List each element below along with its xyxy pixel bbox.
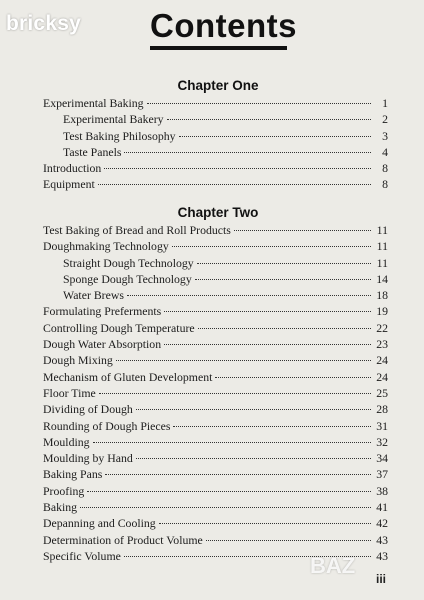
dot-leader — [195, 279, 371, 280]
toc-entry-page: 37 — [376, 467, 388, 482]
toc-entry — [43, 320, 388, 336]
toc-entry-title: Straight Dough Technology — [63, 255, 194, 270]
toc-entry-title: Baking Pans — [43, 467, 103, 482]
dot-leader — [215, 377, 371, 378]
toc-entry — [43, 515, 388, 531]
dot-leader — [127, 295, 371, 296]
toc-entry-title: Doughmaking Technology — [43, 239, 169, 254]
toc-entry — [43, 385, 388, 401]
dot-leader — [179, 136, 371, 137]
dot-leader — [87, 491, 371, 492]
toc-entry — [43, 466, 388, 482]
toc-entry-page: 14 — [376, 271, 388, 286]
toc-entry-title: Dividing of Dough — [43, 402, 133, 417]
toc-entry-title: Formulating Preferments — [43, 304, 162, 319]
toc-entry-page: 42 — [376, 516, 388, 531]
watermark-bricksy: bricksy — [6, 12, 81, 35]
toc-entry-page: 8 — [382, 161, 388, 176]
toc-entry — [43, 95, 388, 111]
toc-entry-title: Test Baking Philosophy — [63, 128, 176, 143]
toc-entry-title: Moulding — [43, 434, 90, 449]
toc-entry-page: 2 — [382, 112, 388, 127]
toc-entry-page: 4 — [382, 144, 388, 159]
dot-leader — [147, 103, 371, 104]
toc-entry — [43, 287, 388, 303]
dot-leader — [99, 393, 371, 394]
toc-entry — [43, 450, 388, 466]
toc-entry-title: Proofing — [43, 483, 85, 498]
page-number: iii — [376, 572, 387, 586]
toc-entry-page: 38 — [376, 483, 388, 498]
dot-leader — [234, 230, 371, 231]
toc-entry-page: 22 — [376, 320, 388, 335]
toc-entry-page: 11 — [376, 223, 388, 237]
dot-leader — [105, 474, 371, 475]
toc-entry — [43, 434, 388, 450]
toc-entry — [43, 336, 388, 352]
dot-leader — [164, 344, 371, 345]
toc-entry-page: 3 — [382, 128, 388, 143]
toc-entry — [43, 144, 388, 160]
toc-entry-title: Rounding of Dough Pieces — [43, 418, 171, 433]
toc-entry-title: Sponge Dough Technology — [63, 271, 192, 286]
toc-entry-page: 32 — [376, 434, 388, 449]
toc-entry-page: 1 — [382, 96, 388, 110]
toc-entry-page: 19 — [376, 304, 388, 319]
toc-entry-title: Taste Panels — [63, 144, 122, 159]
toc-entry — [43, 418, 388, 434]
toc-entry — [43, 255, 388, 271]
toc-entry — [43, 401, 388, 417]
dot-leader — [93, 442, 371, 443]
toc-entry-title: Moulding by Hand — [43, 451, 133, 466]
toc-entry-page: 23 — [376, 337, 388, 352]
toc-entry-page: 11 — [376, 255, 388, 270]
toc-entry-title: Dough Mixing — [43, 353, 113, 368]
toc-entry — [43, 369, 388, 385]
toc-entry-page: 43 — [376, 548, 388, 563]
dot-leader — [136, 409, 371, 410]
toc-entry-title: Equipment — [43, 177, 95, 192]
dot-leader — [136, 458, 371, 459]
toc-entry — [43, 160, 388, 176]
dot-leader — [116, 360, 371, 361]
toc-entry-title: Mechanism of Gluten Development — [43, 369, 213, 384]
toc-entry — [43, 271, 388, 287]
dot-leader — [124, 152, 371, 153]
toc-entry-page: 41 — [376, 500, 388, 515]
dot-leader — [172, 246, 371, 247]
toc-entry-page: 24 — [376, 369, 388, 384]
dot-leader — [206, 540, 371, 541]
chapter-two-heading: Chapter Two — [177, 205, 259, 220]
toc-entry — [43, 499, 388, 515]
dot-leader — [197, 263, 371, 264]
toc-entry — [43, 128, 388, 144]
dot-leader — [159, 523, 371, 524]
toc-entry-title: Experimental Baking — [43, 96, 144, 110]
toc-entry — [43, 352, 388, 368]
toc-entry-title: Floor Time — [43, 385, 96, 400]
toc-entry-title: Dough Water Absorption — [43, 337, 162, 352]
toc-entry-page: 11 — [376, 239, 388, 254]
dot-leader — [173, 426, 371, 427]
toc-entry-page: 28 — [376, 402, 388, 417]
toc-entry — [43, 303, 388, 319]
title-underline — [150, 46, 287, 50]
toc-entry-title: Determination of Product Volume — [43, 532, 203, 547]
dot-leader — [104, 168, 371, 169]
toc-entry-title: Test Baking of Bread and Roll Products — [43, 223, 231, 237]
toc-entry-page: 43 — [376, 532, 388, 547]
toc-entry-title: Specific Volume — [43, 548, 121, 563]
toc-entry-page: 8 — [382, 177, 388, 192]
toc-entry-title: Experimental Bakery — [63, 112, 164, 127]
toc-entry-page: 24 — [376, 353, 388, 368]
chapter-one-toc — [43, 95, 388, 193]
toc-entry-page: 31 — [376, 418, 388, 433]
toc-entry — [43, 238, 388, 254]
dot-leader — [167, 119, 371, 120]
chapter-one-heading: Chapter One — [177, 78, 259, 93]
toc-entry-title: Baking — [43, 500, 78, 515]
dot-leader — [98, 184, 371, 185]
page-title: Contents — [150, 7, 297, 44]
toc-entry — [43, 483, 388, 499]
toc-entry — [43, 532, 388, 548]
watermark-logo: BAZ — [310, 553, 356, 578]
dot-leader — [164, 311, 371, 312]
toc-entry-title: Introduction — [43, 161, 102, 176]
dot-leader — [198, 328, 371, 329]
title-block — [150, 4, 297, 48]
toc-entry-title: Water Brews — [63, 288, 124, 303]
toc-entry-title: Depanning and Cooling — [43, 516, 156, 531]
dot-leader — [80, 507, 371, 508]
toc-entry-page: 18 — [376, 288, 388, 303]
toc-entry — [43, 222, 388, 238]
toc-entry-page: 34 — [376, 451, 388, 466]
toc-entry-title: Controlling Dough Temperature — [43, 320, 195, 335]
toc-entry-page: 25 — [376, 385, 388, 400]
toc-entry — [43, 111, 388, 127]
toc-entry — [43, 176, 388, 192]
chapter-two-toc — [43, 222, 388, 564]
